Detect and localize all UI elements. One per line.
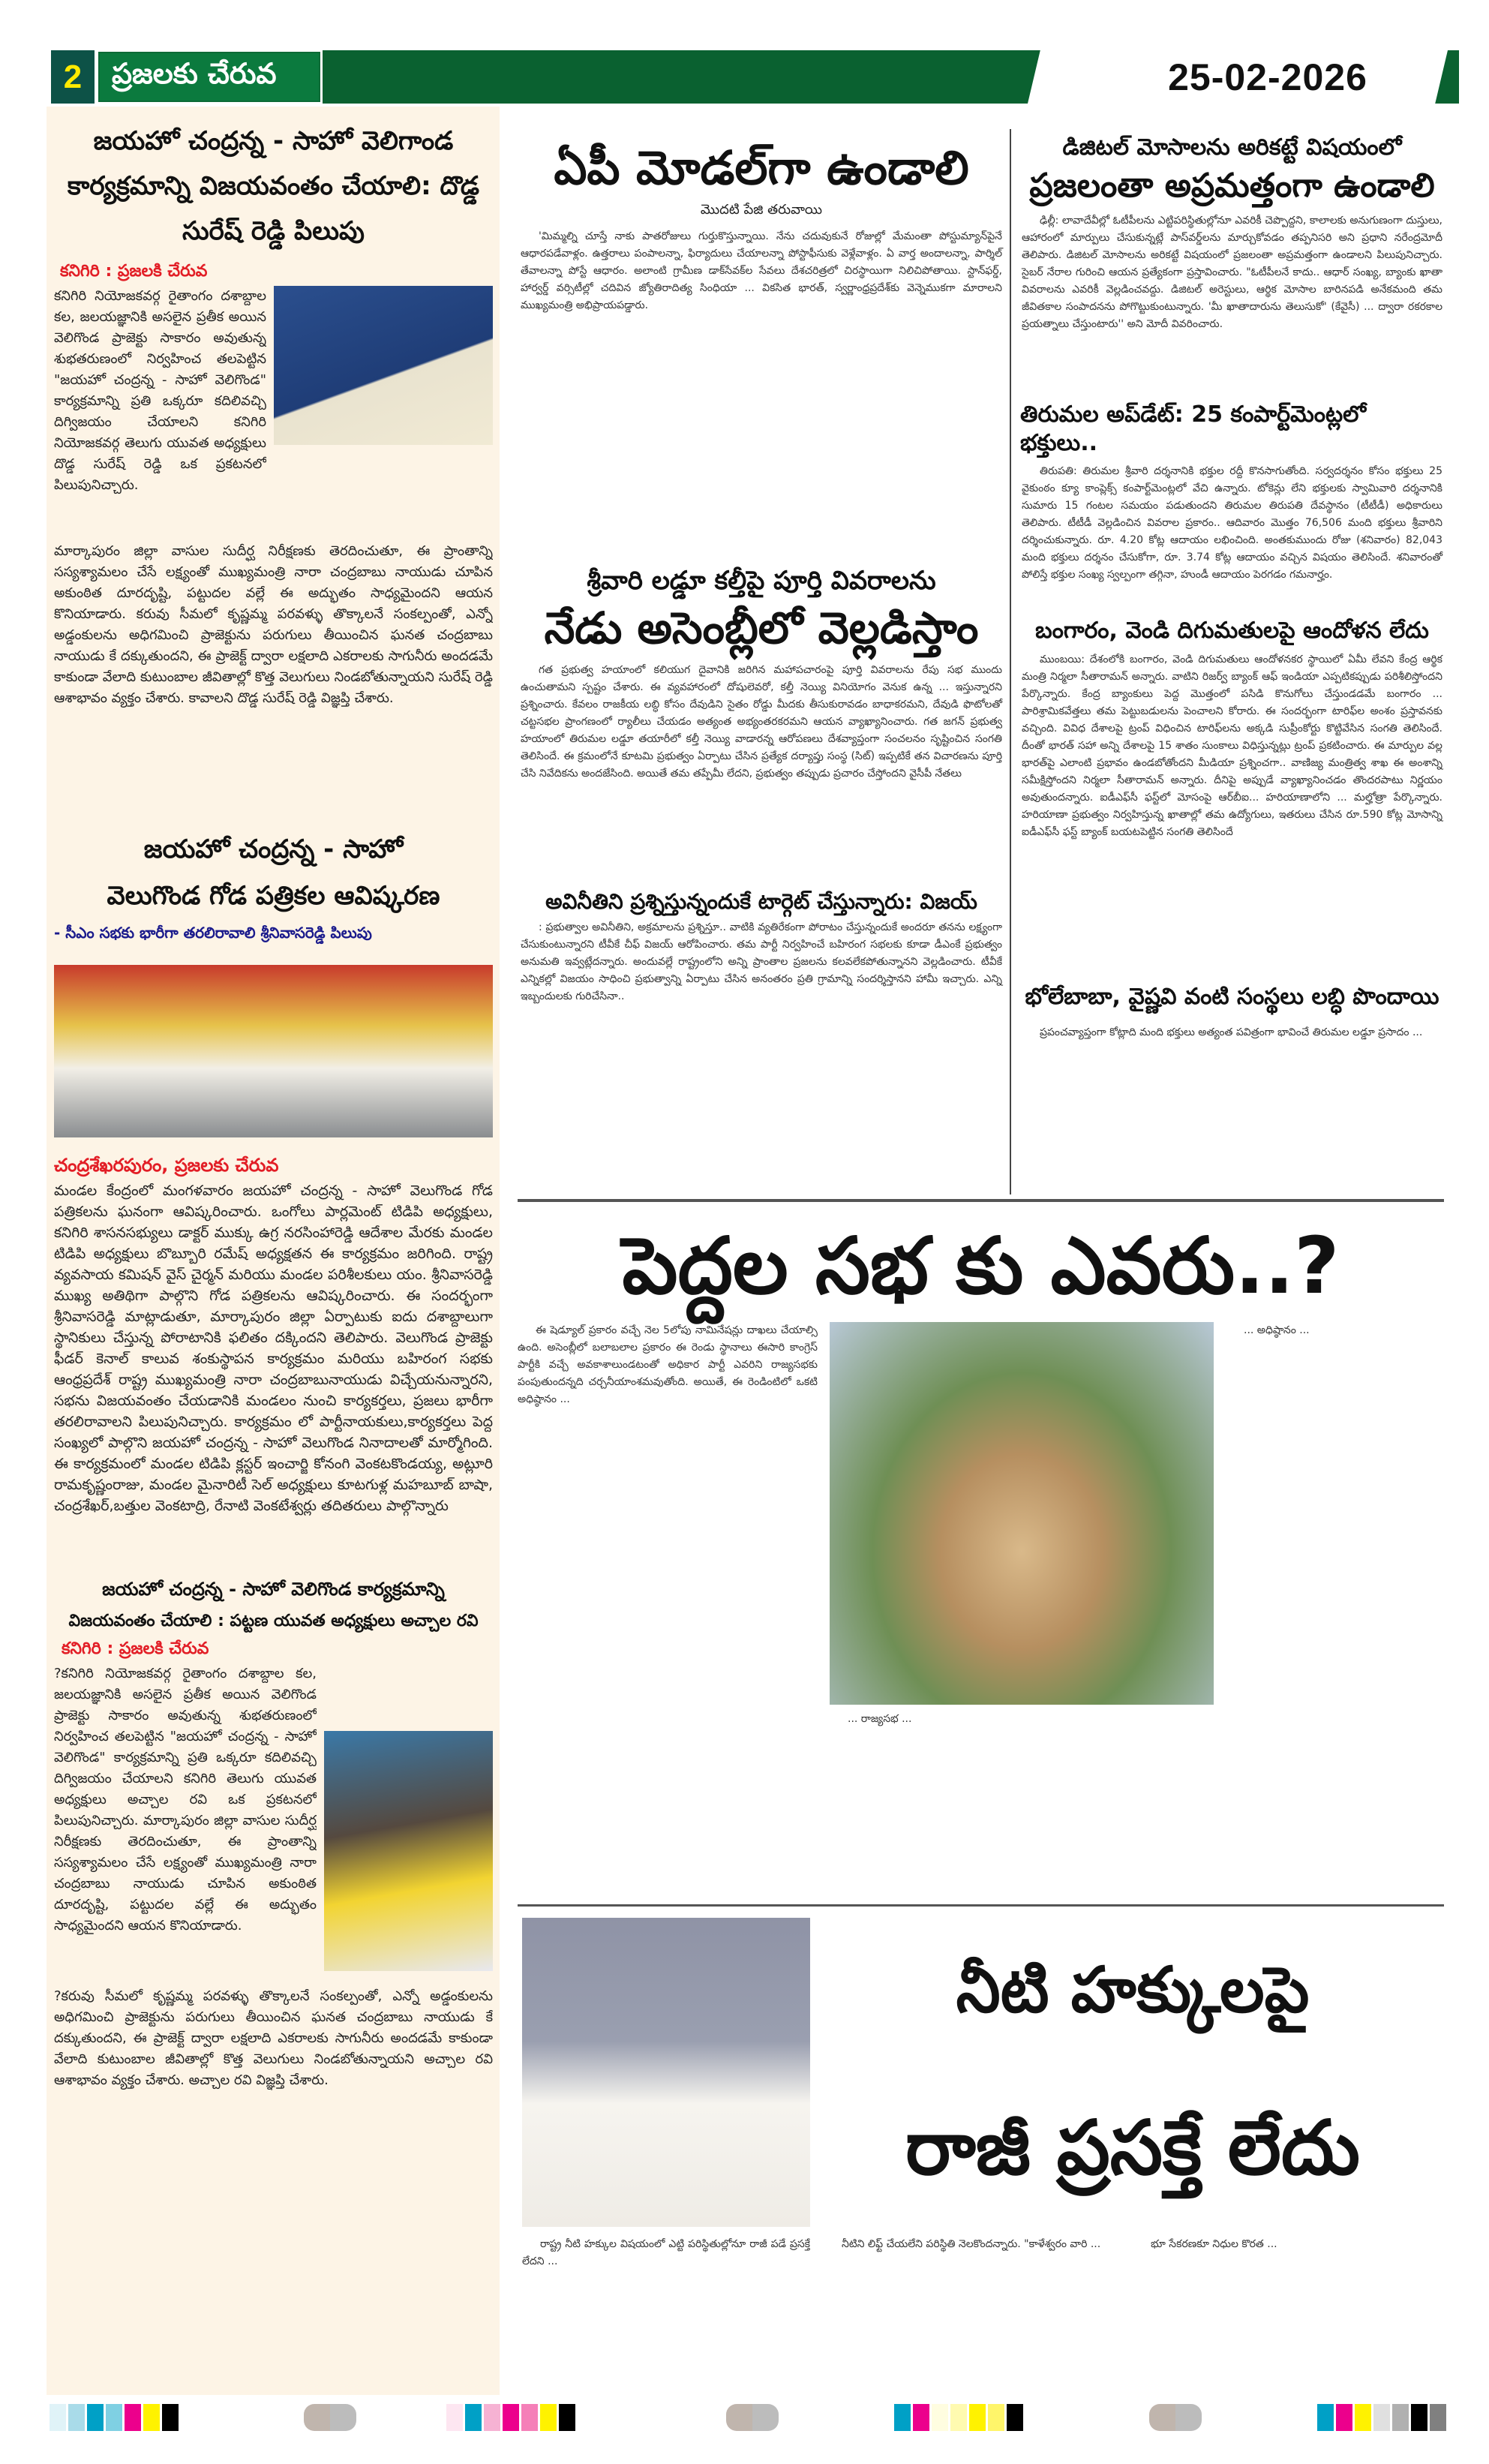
rajyasabha-section xyxy=(518,1217,1444,1898)
ap-model-subline: మొదటి పేజి తరువాయి xyxy=(700,201,823,218)
water-headline-line1: నీటి హక్కులపై xyxy=(956,1952,1310,2027)
water-body-col1: రాష్ట్ర నీటి హక్కుల విషయంలో ఎట్టి పరిస్థితుల్లోనూ రాజీ పడే ప్రసక్తే లేదని ... xyxy=(522,2238,810,2267)
paper-title: ప్రజలకు చేరువ xyxy=(98,52,320,102)
section-rule xyxy=(518,1904,1444,1907)
parliament-photo xyxy=(830,1322,1214,1705)
article3-headline-line1: జయహో చంద్రన్న - సాహో వెలిగొండ కార్యక్రమాన్ని xyxy=(102,1578,445,1600)
bholebaba-body: ప్రపంచవ్యాప్తంగా కోట్లాది మంది భక్తులు అత్యంత పవిత్రంగా భావించే తిరుమల లడ్డూ ప్రసాదం ... xyxy=(1040,1026,1423,1039)
article1-top-row xyxy=(54,286,493,541)
gold-body: ముంబయి: దేశంలోకి బంగారం, వెండి దిగుమతులు ఆందోళనకర స్థాయిలో ఏమీ లేవని కేంద్ర ఆర్థిక మంత్రి నిర్మలా సీతారామన్ అన్నారు. వాటిని రిజర్వ్ బ్యాంక్ ఆఫ్ ఇండియా ఎప్పటికప్పుడు పరిశీలిస్తోందని పేర్కొన్నారు. కేంద్ర బ్యాంకులు పెద్ద మొత్తంలో పసిడి కొనుగోలు చేస్తుండడమే బంగారం ... పారిశ్రామికవేత్తలు తమ పెట్టుబడులను పెంచాలని కోరారు. ఈ సందర్భంగా టారిఫ్‌ల అంశం ప్రస్తావనకు వచ్చింది. వివిధ దేశాలపై ట్రంప్ విధించిన టారిఫ్‌లను అక్కడి సుప్రీంకోర్టు కొట్టివేసిన సంగతి తెలిసిందే. దీంతో భారత్ సహా అన్ని దేశాలపై 15 శాతం సుంకాలు విధిస్తున్నట్లు ట్రంప్ ప్రకటించారు. ఈ మార్పుల వల్ల భారత్‌పై ఎలాంటి ప్రభావం ఉండబోతోందని మీడియా ప్రశ్నించగా.. వాణిజ్య మంత్రిత్వ శాఖ ఈ అంశాన్ని సమీక్షిస్తోందని నిర్మలా సీతారామన్ అన్నారు. దీనిపై అప్పుడే వ్యాఖ్యానించడం తొందరపాటు నిర్ణయం అవుతుందన్నారు. ఐడీఎఫ్‌సీ ఫస్ట్‌లో మోసంపై ఆర్‌బీఐ... హరియాణాలోని ... మల్హోత్రా పేర్కొన్నారు. హరియాణా ప్రభుత్వం నిర్వహిస్తున్న ఖాతాల్లో తమ ఉద్యోగులు, ఇతరులు చేసిన రూ.590 కోట్ల మోసాన్ని ఐడీఎఫ్‌సీ ఫస్ట్ బ్యాంక్ బయటపెట్టిన సంగతి తెలిసిందే xyxy=(1022,653,1442,838)
laddu-body: గత ప్రభుత్వ హయాంలో కలియుగ దైవానికి జరిగిన మహాపచారంపై పూర్తి వివరాలను రేపు సభ ముందు ఉంచుతామని స్పష్టం చేశారు. ఈ వ్యవహారంలో దోషులెవరో, కల్తీ నెయ్యి వినియోగం వెనుక ఉన్న ... ఇస్తున్నారని ప్రశ్నించారు. కేవలం రాజకీయ లబ్ధి కోసం దేవుడిని సైతం రోడ్డు మీదకు తీసుకురావడం బాధాకరమని, దేవుడి ఫొటోలతో చట్టసభల ప్రాంగణంలో ర్యాలీలు చేయడం అత్యంత అభ్యంతరకరమని ఆయన వ్యాఖ్యానించారు. గత జగన్ ప్రభుత్వ హయాంలో తిరుమల లడ్డూ తయారీలో కల్తీ నెయ్యి వాడారన్న ఆరోపణలు దేశవ్యాప్తంగా సంచలనం సృష్టించిన సంగతి తెలిసిందే. ఈ క్రమంలోనే కూటమి ప్రభుత్వం ఏర్పాటు చేసిన ప్రత్యేక దర్యాప్తు సంస్థ (సిట్) ఇప్పటికే తన విచారణను పూర్తి చేసి నివేదికను అందజేసింది. అయితే తమ తప్పేమీ లేదని, ప్రభుత్వం తప్పుడు ప్రచారం చేస్తోందని వైసీపీ నేతలు xyxy=(521,663,1002,780)
tirumala-headline: తిరుమల అప్‌డేట్: 25 కంపార్ట్‌మెంట్లలో భక్తులు.. xyxy=(1020,401,1366,456)
right-column-content xyxy=(1020,134,1444,1193)
digital-headline: ప్రజలంతా అప్రమత్తంగా ఉండాలి xyxy=(1029,166,1435,205)
water-headline-line2: రాజీ ప్రసక్తే లేదు xyxy=(905,2103,1361,2192)
gold-headline: బంగారం, వెండి దిగుమతులపై ఆందోళన లేదు xyxy=(1035,618,1429,645)
rajyasabha-body-col3: ... అధిష్ఠానం ... xyxy=(1244,1324,1310,1336)
article1-dateline: కనిగిరి : ప్రజలకి చేరువ xyxy=(60,262,208,281)
column-divider xyxy=(1010,129,1011,1194)
rajyasabha-columns xyxy=(518,1322,1444,1898)
color-registration-bar xyxy=(446,2404,575,2431)
article2-headline-line1: జయహో చంద్రన్న - సాహో xyxy=(143,834,404,864)
article2-group-photo xyxy=(54,965,493,1137)
water-body-col2: నీటిని లిఫ్ట్ చేయలేని పరిస్థితి నెలకొందన్నారు. "కాళేశ్వరం వారి ... xyxy=(842,2238,1101,2250)
bholebaba-headline: భోలేబాబా, వైష్ణవి వంటి సంస్థలు లబ్ధి పొందాయి xyxy=(1025,983,1439,1010)
middle-column-content xyxy=(518,139,1005,1193)
registration-mark xyxy=(1149,2404,1202,2431)
edition-date: 25-02-2026 xyxy=(1168,56,1367,98)
article2-body: మండల కేంద్రంలో మంగళవారం జయహో చంద్రన్న - సాహో వెలుగొండ గోడ పత్రికలను ఘనంగా ఆవిష్కరించారు. ఒంగోలు పార్లమెంట్ టిడిపి అధ్యక్షులు, కనిగిరి శాసనసభ్యులు డాక్టర్ ముక్కు ఉగ్ర నరసింహారెడ్డి ఆదేశాల మేరకు మండల టిడిపి అధ్యక్షులు బొబ్బూరి రమేష్ అధ్యక్షతన ఈ కార్యక్రమం జరిగింది. రాష్ట్ర వ్యవసాయ కమిషన్ వైస్ చైర్మన్ మరియు మండల పరిశీలకులు యం. శ్రీనివాసరెడ్డి ముఖ్య అతిథిగా పాల్గొని గోడ పత్రికలను ఆవిష్కరించారు. ఈ సందర్భంగా శ్రీనివాసరెడ్డి మాట్లాడుతూ, మార్కాపురం జిల్లా ఏర్పాటుకు ఐదు దశాబ్దాలుగా స్థానికులు చేస్తున్న పోరాటానికి ఫలితం దక్కిందని తెలిపారు. వెలుగొండ ప్రాజెక్టు ఫీడర్ కెనాల్ కాలువ శంకుస్థాపన కార్యక్రమం మరియు బహిరంగ సభకు ఆంధ్రప్రదేశ్ రాష్ట్ర ముఖ్యమంత్రి నారా చంద్రబాబునాయుడు విచ్చేయనున్నారని, సభను విజయవంతం చేయడానికి మండలం నుంచి కార్యకర్తలు, ప్రజలు భారీగా తరలిరావాలని పిలుపునిచ్చారు. కార్యక్రమం లో పార్టీనాయకులు,కార్యకర్తలు పెద్ద సంఖ్యలో పాల్గొని జయహో చంద్రన్న - సాహో వెలుగొండ నినాదాలతో మార్మోగింది. ఈ కార్యక్రమంలో మండల టిడిపి క్లస్టర్ ఇంచార్జి కోనంగి వెంకటకొండయ్య, అట్లూరి రామకృష్ణంరాజు, మండల మైనారిటీ సెల్ అధ్యక్షులు కూటగుళ్ల మహబూబ్ బాషా, చంద్రశేఖర్,బత్తుల వెంకటాద్రి, రేనాటి వెంకటేశ్వర్లు తదితరులు పాల్గొన్నారు xyxy=(54,1182,493,1514)
registration-mark xyxy=(304,2404,356,2431)
cm-photo xyxy=(522,1918,810,2227)
section-rule xyxy=(518,1199,1444,1202)
article1-photo xyxy=(274,286,493,445)
vijay-body: : ప్రభుత్వాల అవినీతిని, అక్రమాలను ప్రశ్నిస్తూ.. వాటికి వ్యతిరేకంగా పోరాటం చేస్తున్నందుకే అందరూ తనను లక్ష్యంగా చేసుకుంటున్నారని టీవీకే చీఫ్ విజయ్ ఆరోపించారు. తమ పార్టీ నిర్వహించే బహిరంగ సభలకు కూడా డీఎంకే ప్రభుత్వం అనుమతి ఇవ్వట్లేదన్నారు. అందువల్లే రాష్ట్రంలోని అన్ని ప్రాంతాల ప్రజలను కలవలేకపోతున్నానని వెల్లడించారు. టీవీకే ఎన్నికల్లో విజయం సాధించి ప్రభుత్వాన్ని ఏర్పాటు చేసిన అనంతరం ప్రతి గ్రామాన్ని సందర్శిస్తానని హామీ ఇచ్చారు. ఎన్ని ఇబ్బందులకు గురిచేసినా.. xyxy=(521,921,1002,1002)
article3-headline-line2: విజయవంతం చేయాలి : పట్టణ యువత అధ్యక్షులు అచ్చాల రవి xyxy=(68,1611,479,1630)
color-registration-bar xyxy=(894,2404,1023,2431)
article2-headline-line2: వెలుగొండ గోడ పత్రికల ఆవిష్కరణ xyxy=(107,881,440,912)
laddu-headline: నేడు అసెంబ్లీలో వెల్లడిస్తాం xyxy=(544,602,979,654)
article3-top-row xyxy=(54,1663,493,1986)
ap-model-headline: ఏపీ మోడల్‌గా ఉండాలి xyxy=(554,140,969,195)
article3-body-top: ?కనిగిరి నియోజకవర్గ రైతాంగం దశాబ్దాల కల, జలయజ్ఞానికి అసలైన ప్రతీక అయిన వెలిగొండ ప్రాజెక్టు సాకారం అవుతున్న శుభతరుణంలో నిర్వహించ తలపెట్టిన "జయహో చంద్రన్న - సాహో వెలిగొండ" కార్యక్రమాన్ని ప్రతి ఒక్కరూ కదిలివచ్చి దిగ్విజయం చేయాలని కనిగిరి తెలుగు యువత అధ్యక్షులు అచ్చాల రవి ఒక ప్రకటనలో పిలుపునిచ్చారు. మార్కాపురం జిల్లా వాసుల సుదీర్ఘ నిరీక్షణకు తెరదించుతూ, ఈ ప్రాంతాన్ని సస్యశ్యామలం చేసే లక్ష్యంతో ముఖ్యమంత్రి నారా చంద్రబాబు నాయుడు చూపిన అకుంఠిత దూరదృష్టి, పట్టుదల వల్లే ఈ అద్భుతం సాధ్యమైందని ఆయన కొనియాడారు. xyxy=(54,1665,317,1934)
left-column-content xyxy=(54,119,493,2388)
digital-body: ఢిల్లీ: లావాదేవీల్లో ఓటీపీలను ఎట్టిపరిస్థితుల్లోనూ ఎవరికీ చెప్పొద్దని, కాలాలకు అనుగుణంగా దుస్తులు, ఆహారంలో మార్పులు చేసుకున్నట్లే పాస్‌వర్డ్‌లను మార్చుకోవడం తప్పనిసరి అని ప్రధాని నరేంద్రమోదీ తెలిపారు. డిజిటల్ మోసాలను అరికట్టే విషయంలో ప్రజలంతా అప్రమత్తంగా ఉండాలని పిలుపునిచ్చారు. సైబర్ నేరాల గురించి ఆయన ప్రత్యేకంగా ప్రస్తావించారు. "ఓటీపీలనే కాదు.. ఆధార్ సంఖ్య, బ్యాంకు ఖాతా వివరాలను ఎవరికీ వెల్లడించవద్దు. డిజిటల్ అరెస్టులు, ఆర్థిక మోసాల బారినపడి అనేకమంది తమ జీవితకాల సంపాదనను పోగొట్టుకుంటున్నారు. 'మీ ఖాతాదారును తెలుసుకో' (కేవైసీ) ... ద్వారా రకరకాల ప్రయత్నాలు చేస్తుంటారు'' అని మోదీ వివరించారు. xyxy=(1022,214,1442,330)
water-body-col3: భూ సేకరణకూ నిధుల కొరత ... xyxy=(1151,2238,1277,2250)
rajyasabha-body-col2: ... రాజ్యసభ ... xyxy=(848,1713,912,1725)
page-number: 2 xyxy=(51,50,95,104)
tirumala-body: తిరుపతి: తిరుమల శ్రీవారి దర్శనానికి భక్తుల రద్దీ కొనసాగుతోంది. సర్వదర్శనం కోసం భక్తులు 25 వైకుంఠం క్యూ కాంప్లెక్స్ కంపార్ట్‌మెంట్లలో వేచి ఉన్నారు. టోకెన్లు లేని భక్తులకు స్వామివారి దర్శనానికి సుమారు 15 గంటల సమయం పడుతుందని తిరుమల తిరుపతి దేవస్థానం (టీటీడీ) అధికారులు తెలిపారు. టీటీడీ వెల్లడించిన వివరాల ప్రకారం.. ఆదివారం మొత్తం 76,506 మంది భక్తులు శ్రీవారిని దర్శించుకున్నారు. రూ. 4.20 కోట్ల ఆదాయం లభించింది. అంతకుముందు రోజు (శనివారం) 82,043 మంది భక్తులు దర్శనం చేసుకోగా, రూ. 3.74 కోట్ల ఆదాయం వచ్చిన విషయం తెలిసిందే. శనివారంతో పోలిస్తే భక్తుల సంఖ్య స్వల్పంగా తగ్గినా, హుండీ ఆదాయం పెరగడం గమనార్హం. xyxy=(1022,465,1442,581)
rajyasabha-headline: పెద్దల సభ కు ఎవరు..? xyxy=(622,1220,1340,1312)
water-headline-block xyxy=(825,1915,1440,2230)
article2-dateline: చంద్రశేఖరపురం, ప్రజలకు చేరువ xyxy=(54,1154,279,1176)
article3-dateline: కనిగిరి : ప్రజలకి చేరువ xyxy=(62,1639,209,1659)
digital-kicker: డిజిటల్ మోసాలను అరికట్టే విషయంలో xyxy=(1062,134,1402,161)
vijay-headline: అవినీతిని ప్రశ్నిస్తున్నందుకే టార్గెట్ చేస్తున్నారు: విజయ్ xyxy=(545,888,977,914)
article2-subline: - సీఎం సభకు భారీగా తరలిరావాలి శ్రీనివాసరెడ్డి పిలుపు xyxy=(54,923,372,942)
article3-body-bottom: ?కరువు సీమలో కృష్ణమ్మ పరవళ్ళు తొక్కాలనే సంకల్పంతో, ఎన్నో అడ్డంకులను అధిగమించి ప్రాజెక్టును పరుగులు తీయించిన ఘనత చంద్రబాబు నాయుడు కే దక్కుతుందని, ఈ ప్రాజెక్ట్ ద్వారా లక్షలాది ఎకరాలకు సాగునీరు అందడమే కాకుండా వేలాది కుటుంబాల జీవితాల్లో కొత్త వెలుగులు నిండబోతున్నాయని అచ్చాల రవి ఆశాభావం వ్యక్తం చేశారు. అచ్చాల రవి విజ్ఞప్తి చేశారు. xyxy=(54,1988,493,2088)
rajyasabha-middle xyxy=(830,1322,1214,1898)
color-registration-bar xyxy=(50,2404,179,2431)
article3-photo xyxy=(324,1731,493,1971)
article1-body-top: కనిగిరి నియోజకవర్గ రైతాంగం దశాబ్దాల కల, జలయజ్ఞానికి అసలైన ప్రతీక అయిన వెలిగొండ ప్రాజెక్టు సాకారం అవుతున్న శుభతరుణంలో నిర్వహించ తలపెట్టిన "జయహో చంద్రన్న - సాహో వెలిగొండ" కార్యక్రమాన్ని ప్రతి ఒక్కరూ కదిలివచ్చి దిగ్విజయం చేయాలని కనిగిరి నియోజకవర్గ తెలుగు యువత అధ్యక్షులు దొడ్డ సురేష్ రెడ్డి ఒక ప్రకటనలో పిలుపునిచ్చారు. xyxy=(54,287,266,493)
article1-headline: జయహో చంద్రన్న - సాహో వెలిగాండ కార్యక్రమాన్ని విజయవంతం చేయాలి: దొడ్డ సురేష్ రెడ్డి పిలుపు xyxy=(67,126,480,246)
registration-mark xyxy=(726,2404,779,2431)
article1-body-bottom: మార్కాపురం జిల్లా వాసుల సుదీర్ఘ నిరీక్షణకు తెరదించుతూ, ఈ ప్రాంతాన్ని సస్యశ్యామలం చేసే లక్ష్యంతో ముఖ్యమంత్రి నారా చంద్రబాబు నాయుడు చూపిన అకుంఠిత దూరదృష్టి, పట్టుదల వల్లే ఈ అద్భుతం సాధ్యమైందని ఆయన కొనియాడారు. కరువు సీమలో కృష్ణమ్మ పరవళ్ళు తొక్కాలనే సంకల్పంతో, ఎన్నో అడ్డంకులను అధిగమించి ప్రాజెక్టును పరుగులు తీయించిన ఘనత చంద్రబాబు నాయుడు కే దక్కుతుందని, ఈ ప్రాజెక్ట్ ద్వారా లక్షలాది ఎకరాలకు సాగునీరు అందడమే కాకుండా వేలాది కుటుంబాల జీవితాల్లో కొత్త వెలుగులు నిండబోతున్నాయని సురేష్ రెడ్డి ఆశాభావం వ్యక్తం చేశారు. కావాలని దొడ్డ సురేష్ రెడ్డి విజ్ఞప్తి చేశారు. xyxy=(54,542,493,706)
ap-model-body: 'మిమ్మల్ని చూస్తే నాకు పాతరోజులు గుర్తుకొస్తున్నాయి. నేను చదువుకునే రోజుల్లో మేమంతా పోస్టుమ్యాన్‌పైనే ఆధారపడేవాళ్లం. ఉత్తరాలు పంపాలన్నా, ఫిర్యాదులు చేయాలన్నా పోస్టాఫీసుకు వెళ్లేవాళ్లం. ఏ వార్త అందాలన్నా, పార్శిల్ తేవాలన్నా పోస్టే ఆధారం. అలాంటి గ్రామీణ డాక్‌సేవక్‌ల సేవలు దేశచరిత్రలో చిరస్థాయిగా నిలిచిపోతాయి. స్టాన్‌ఫర్డ్, హార్వర్డ్ వర్సిటీల్లో చదివిన జ్యోతిరాదిత్య సింధియా ... వికసిత భారత్, స్వర్ణాంధ్రప్రదేశ్‌కు వెన్నెముకగా మారాలని ముఖ్యమంత్రి అభిప్రాయపడ్డారు. xyxy=(521,230,1002,311)
color-registration-bar xyxy=(1317,2404,1446,2431)
laddu-kicker: శ్రీవారి లడ్డూ కల్తీపై పూర్తి వివరాలను xyxy=(587,565,936,596)
rajyasabha-body-col1: ఈ షెడ్యూల్ ప్రకారం వచ్చే నెల 5లోపు నామినేషన్లు దాఖలు చేయాల్సి ఉంది. అసెంబ్లీలో బలాబలాల ప్రకారం ఈ రెండు స్థానాలు ఈసారి కాంగ్రెస్ పార్టీకి వచ్చే అవకాశాలుండటంతో అధికార పార్టీ ఎవరిని రాజ్యసభకు పంపుతుందన్నది చర్చనీయాంశమవుతోంది. అయితే, ఈ రెండింటిలో ఒకటి అధిష్ఠానం ... xyxy=(518,1324,818,1405)
